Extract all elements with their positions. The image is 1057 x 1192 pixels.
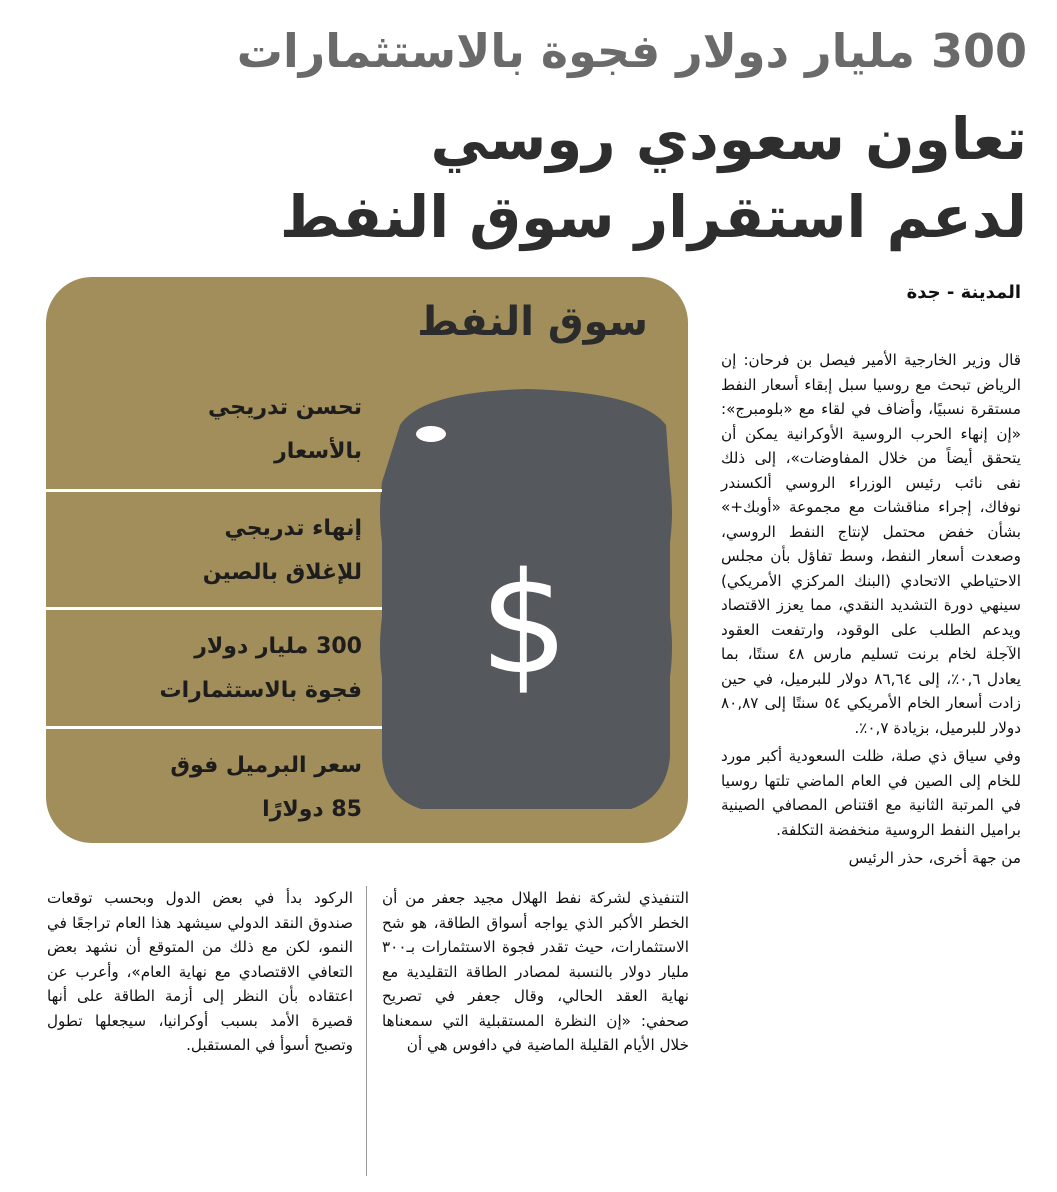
- dateline: المدينة - جدة: [906, 282, 1021, 303]
- main-headline: [270, 100, 1027, 256]
- barrel-cap: [416, 426, 446, 442]
- infobox-item: إنهاء تدريجي للإغلاق بالصين: [202, 516, 362, 585]
- article-column-1: [721, 348, 1021, 875]
- paragraph: من جهة أخرى، حذر الرئيس: [848, 849, 1021, 867]
- paragraph: قال وزير الخارجية الأمير فيصل بن فرحان: إن الرياض تبحث مع روسيا سبل إبقاء أسعار النفط مستقرة نسبيًا، وأضاف في لقاء مع «بلومبرج»: «إن إنهاء الحرب الروسية الأوكرانية يمكن أن يتحقق أيضاً من خلال المفاوضات»، إلى ذلك نفى نائب رئيس الوزراء الروسي ألكسندر نوفاك، إجراء مناقشات مع مجموعة «أوبك+» بشأن خفض محتمل لإنتاج النفط الروسي، وصعدت أسعار النفط، وسط تفاؤل بأن مجلس الاحتياطي الاتحادي (البنك المركزي الأمريكي) سينهي دورة التشديد النقدي، مما يعزز الاقتصاد ويدعم الطلب على الوقود، وارتفعت العقود الآجلة لخام برنت تسليم مارس ٤٨ سنتًا، بما يعادل ٠,٦٪، إلى ٨٦,٦٤ دولار للبرميل، في حين زادت أسعار الخام الأمريكي ٥٤ سنتًا إلى ٨٠,٨٧ دولار للبرميل، بزيادة ٠,٧٪.: [721, 351, 1021, 737]
- kicker-headline: 300 مليار دولار فجوة بالاستثمارات: [236, 24, 1027, 78]
- paragraph: وفي سياق ذي صلة، ظلت السعودية أكبر مورد للخام إلى الصين في العام الماضي تلتها روسيا في المرتبة الثانية مع اقتناص المصافي الصينية براميل النفط الروسية منخفضة التكلفة.: [721, 747, 1021, 839]
- infobox-item: تحسن تدريجي بالأسعار: [208, 395, 362, 464]
- infobox-item: سعر البرميل فوق 85 دولارًا: [170, 753, 362, 822]
- article-column-3: [47, 886, 353, 1062]
- headline-line-1: تعاون سعودي روسي: [430, 105, 1027, 173]
- paragraph: التنفيذي لشركة نفط الهلال مجيد جعفر من أن الخطر الأكبر الذي يواجه أسواق الطاقة، هو شح الاستثمارات، حيث تقدر فجوة الاستثمارات بـ٣٠٠ مليار دولار بالنسبة لمصادر الطاقة التقليدية مع نهاية العقد الحالي، وقال جعفر في تصريح صحفي: «إن النظرة المستقبلية التي سمعناها خلال الأيام القليلة الماضية في دافوس هي أن: [382, 889, 689, 1054]
- paragraph: الركود بدأ في بعض الدول وبحسب توقعات صندوق النقد الدولي سيشهد هذا العام تراجعًا في النمو، لكن مع ذلك من المتوقع أن نشهد بعض التعافي الاقتصادي مع نهاية العام»، وأعرب عن اعتقاده بأن النظر إلى أزمة الطاقة على أنها قصيرة الأمد بسبب أوكرانيا، سيجعلها تطول وتصبح أسوأ في المستقبل.: [47, 889, 353, 1054]
- article-column-2: [382, 886, 689, 1062]
- headline-line-2: لدعم استقرار سوق النفط: [279, 183, 1027, 251]
- column-divider: [366, 886, 367, 1176]
- dollar-icon: $: [479, 543, 569, 706]
- infobox-title: سوق النفط: [417, 299, 648, 345]
- oil-market-infobox: [46, 277, 688, 843]
- infobox-item: 300 مليار دولار فجوة بالاستثمارات: [159, 634, 362, 703]
